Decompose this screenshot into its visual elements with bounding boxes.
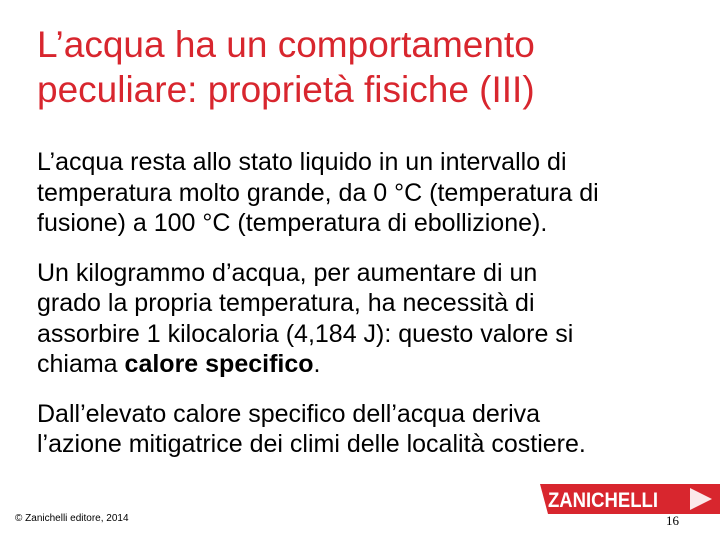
logo-text: ZANICHELLI bbox=[548, 489, 658, 512]
paragraph-2-line-4-suffix: . bbox=[313, 350, 321, 378]
title-line-2: peculiare: proprietà fisiche (III) bbox=[37, 69, 535, 110]
paragraph-temperature-range bbox=[37, 147, 697, 239]
paragraph-1-line-2: temperatura molto grande, da 0 °C (temperatura di bbox=[37, 178, 599, 207]
slide-title bbox=[37, 22, 697, 112]
paragraph-2-line-1: Un kilogrammo d’acqua, per aumentare di un bbox=[37, 258, 538, 287]
slide-body bbox=[37, 147, 697, 479]
page-number: 16 bbox=[666, 513, 679, 528]
paragraph-coastal-climate bbox=[37, 399, 697, 460]
title-line-1: L’acqua ha un comportamento bbox=[37, 24, 535, 65]
zanichelli-logo bbox=[540, 484, 720, 514]
paragraph-specific-heat bbox=[37, 258, 697, 380]
copyright-notice: © Zanichelli editore, 2014 bbox=[15, 513, 129, 524]
paragraph-2-line-2: grado la propria temperatura, ha necessità di bbox=[37, 289, 535, 317]
paragraph-3-line-1: Dall’elevato calore specifico dell’acqua deriva bbox=[37, 399, 541, 428]
paragraph-1-line-3: fusione) a 100 °C (temperatura di ebollizione). bbox=[37, 209, 548, 237]
paragraph-2-line-4 bbox=[37, 349, 697, 380]
specific-heat-term: calore specifico bbox=[124, 350, 314, 378]
paragraph-2-line-3: assorbire 1 kilocaloria (4,184 J): questo valore si bbox=[37, 319, 574, 348]
paragraph-3-line-2: l’azione mitigatrice dei climi delle località costiere. bbox=[37, 430, 586, 458]
paragraph-2-line-4-prefix: chiama bbox=[37, 350, 125, 378]
paragraph-1-line-1: L’acqua resta allo stato liquido in un intervallo di bbox=[37, 148, 567, 176]
